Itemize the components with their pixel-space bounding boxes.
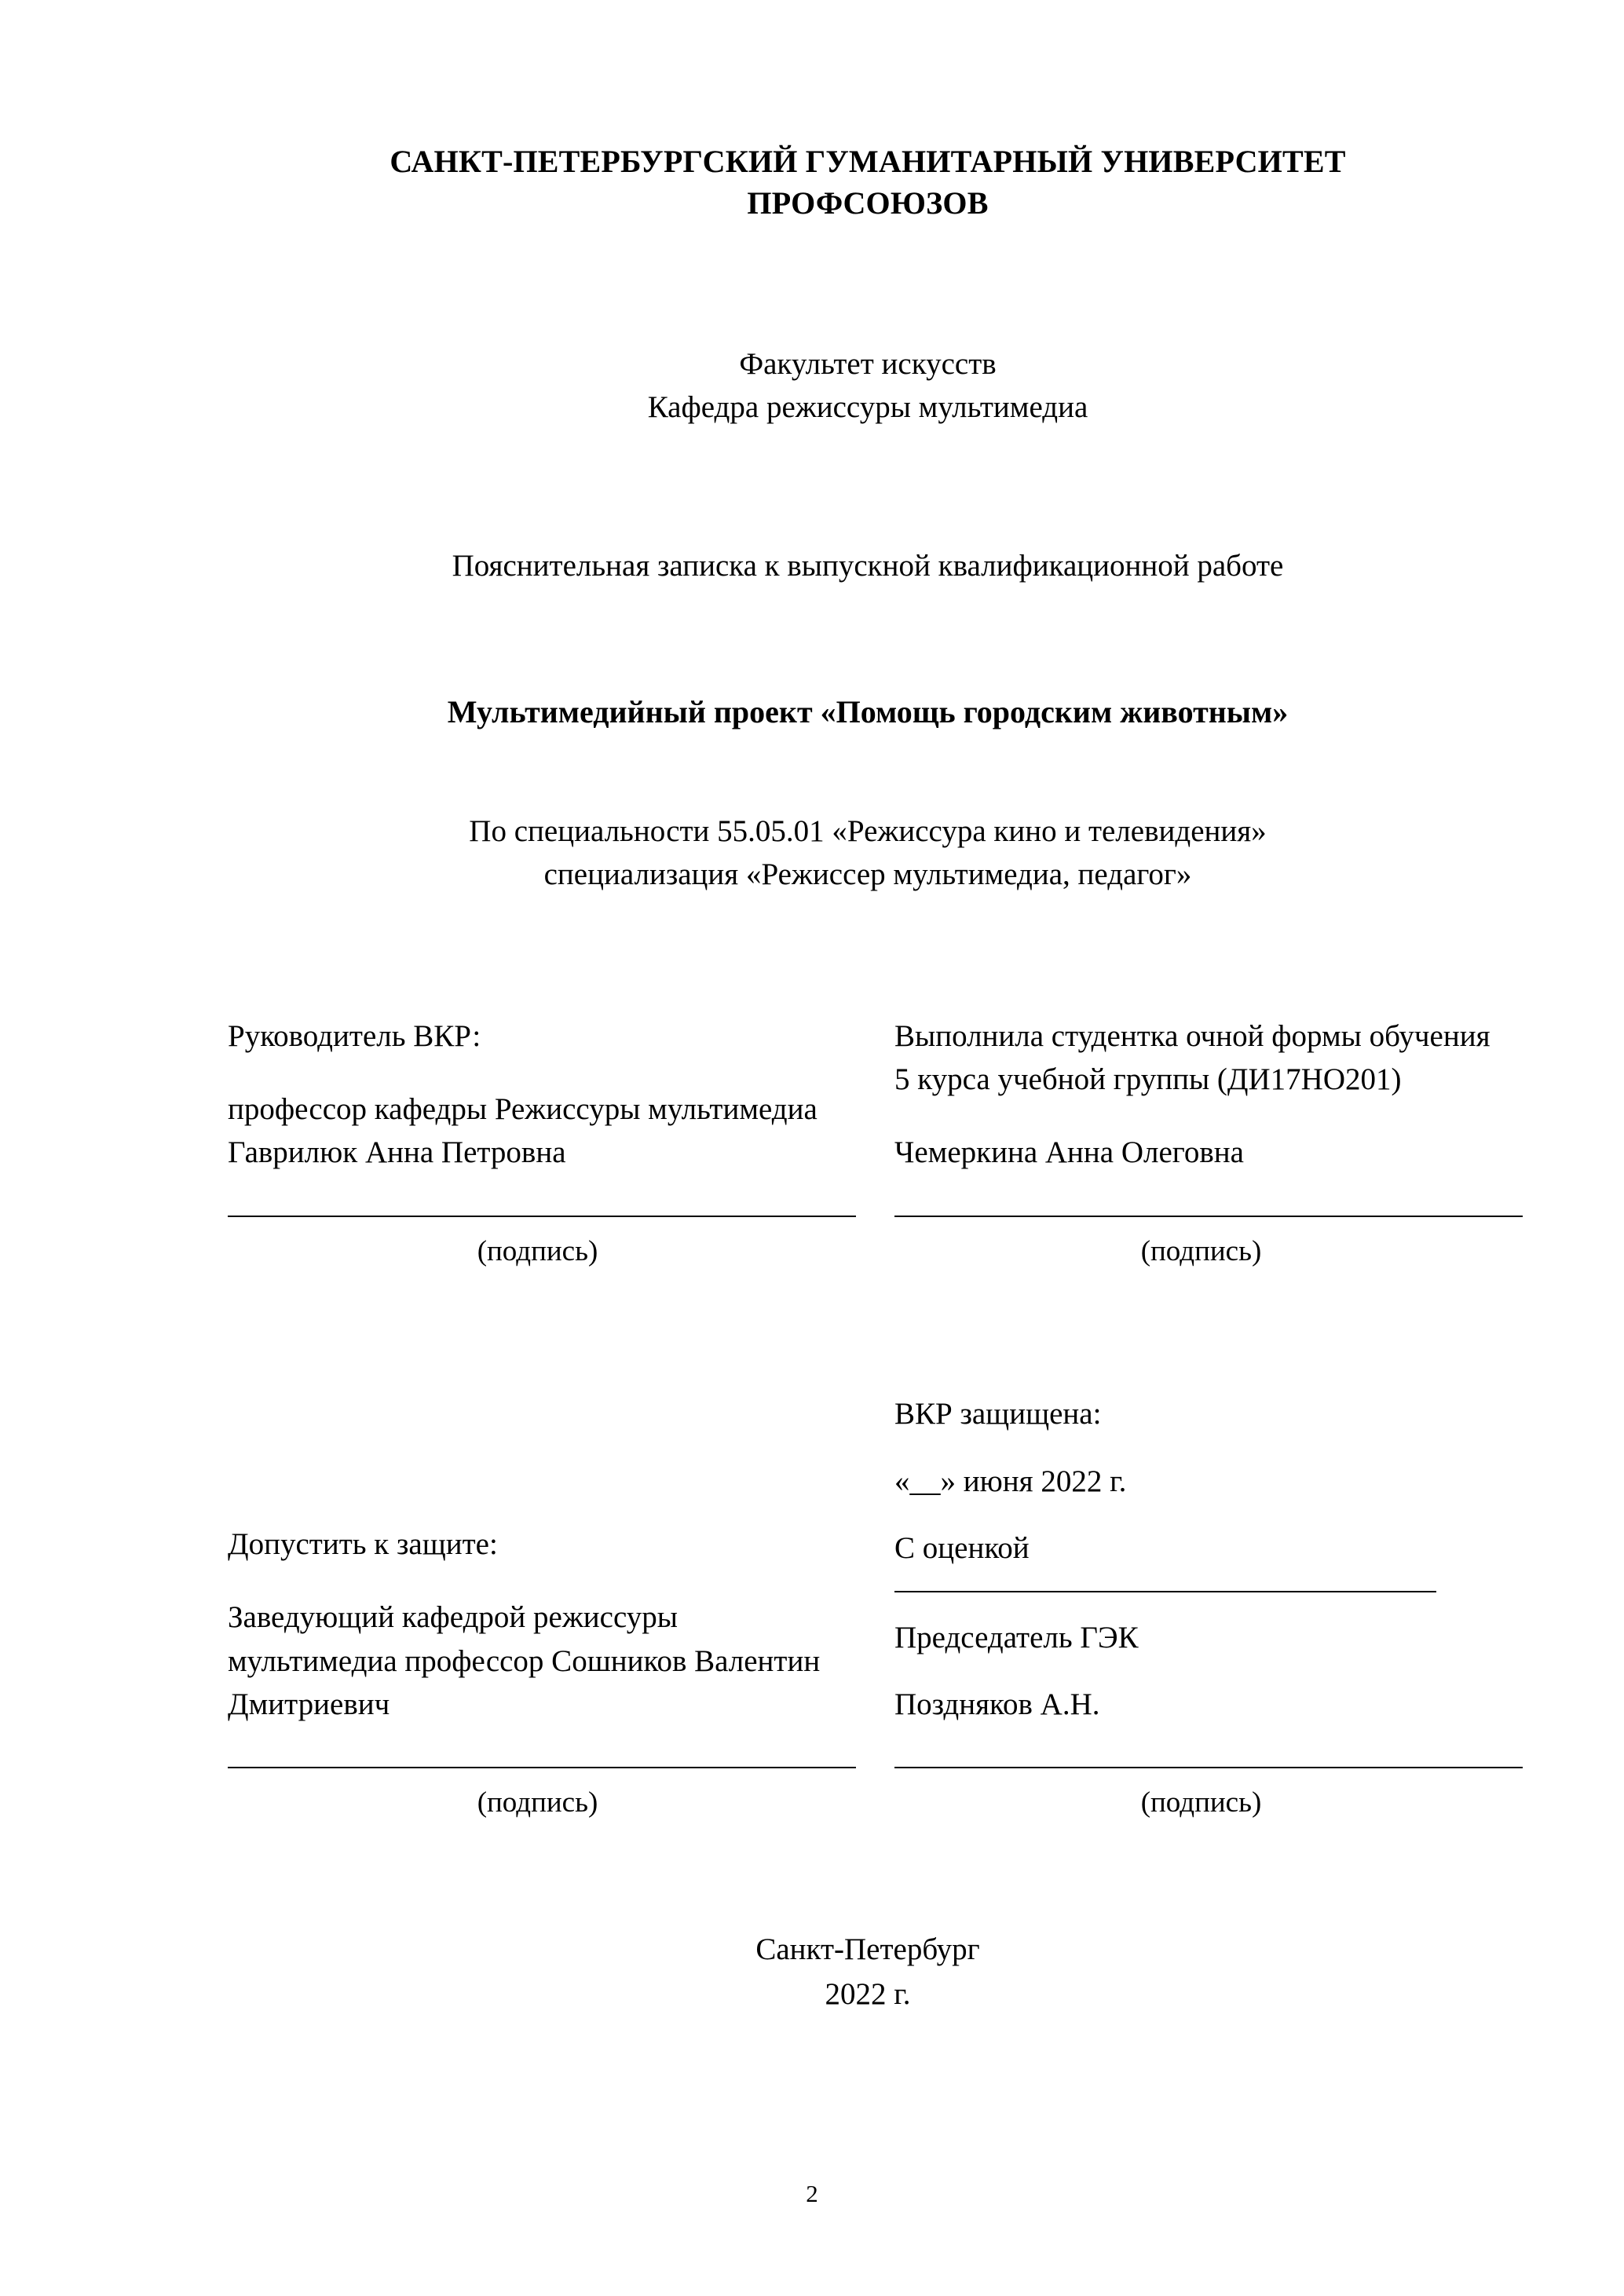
- city-year-block: [228, 1928, 1508, 2016]
- specialty-line-1: По специальности 55.05.01 «Режиссура кино и телевидения»: [469, 813, 1267, 848]
- defense-signature-caption: (подпись): [1140, 1786, 1262, 1819]
- student-block: [880, 1015, 1508, 1268]
- supervisor-label: Руководитель ВКР:: [228, 1018, 481, 1053]
- defense-grade-label: С оценкой: [894, 1531, 1030, 1566]
- defense-signature-line: [894, 1767, 1523, 1768]
- department-name: Кафедра режиссуры мультимедиа: [647, 389, 1088, 424]
- project-title: Мультимедийный проект «Помощь городским животным»: [447, 693, 1289, 729]
- defense-block: [880, 1392, 1508, 1819]
- specialty-block: [228, 810, 1508, 897]
- supervisor-name: профессор кафедры Режиссуры мультимедиа Гаврилюк Анна Петровна: [228, 1092, 817, 1170]
- city-name: Санкт-Петербург: [755, 1932, 980, 1967]
- faculty-name: Факультет искусств: [739, 346, 997, 381]
- page-number: 2: [806, 2180, 818, 2207]
- supervisor-signature-caption: (подпись): [477, 1234, 598, 1267]
- defense-label: ВКР защищена:: [894, 1397, 1102, 1431]
- faculty-block: [228, 342, 1508, 430]
- admission-block: [228, 1353, 855, 1820]
- student-label: Выполнила студентка очной формы обучения 5 курса учебной группы (ДИ17НО201): [894, 1018, 1490, 1097]
- gek-chair-name: Поздняков А.Н.: [894, 1687, 1100, 1721]
- specialty-line-2: специализация «Режиссер мультимедиа, педагог»: [543, 857, 1192, 892]
- year-text: 2022 г.: [825, 1976, 911, 2011]
- student-signature-caption: (подпись): [1140, 1234, 1262, 1267]
- defense-grade-line: [894, 1591, 1436, 1592]
- university-title: САНКТ-ПЕТЕРБУРГСКИЙ ГУМАНИТАРНЫЙ УНИВЕРСИТЕТ ПРОФСОЮЗОВ: [390, 144, 1346, 221]
- admission-label: Допустить к защите:: [228, 1526, 498, 1561]
- supervisor-signature-line: [228, 1216, 856, 1217]
- signature-row-bottom: [228, 1353, 1508, 1820]
- admission-signature-line: [228, 1767, 856, 1768]
- admission-spacer: [228, 1353, 847, 1523]
- admission-name: Заведующий кафедрой режиссуры мультимедиа профессор Сошников Валентин Дмитриевич: [228, 1600, 821, 1721]
- student-name: Чемеркина Анна Олеговна: [894, 1135, 1244, 1170]
- supervisor-block: [228, 1015, 855, 1268]
- defense-date-line: «__» июня 2022 г.: [894, 1464, 1127, 1498]
- signature-row-top: [228, 1015, 1508, 1268]
- page-content: [228, 141, 1508, 2016]
- explanatory-note-line: Пояснительная записка к выпускной квалификационной работе: [452, 549, 1284, 583]
- gek-chair-label: Председатель ГЭК: [894, 1620, 1139, 1654]
- student-signature-line: [894, 1216, 1523, 1217]
- admission-signature-caption: (подпись): [477, 1786, 598, 1819]
